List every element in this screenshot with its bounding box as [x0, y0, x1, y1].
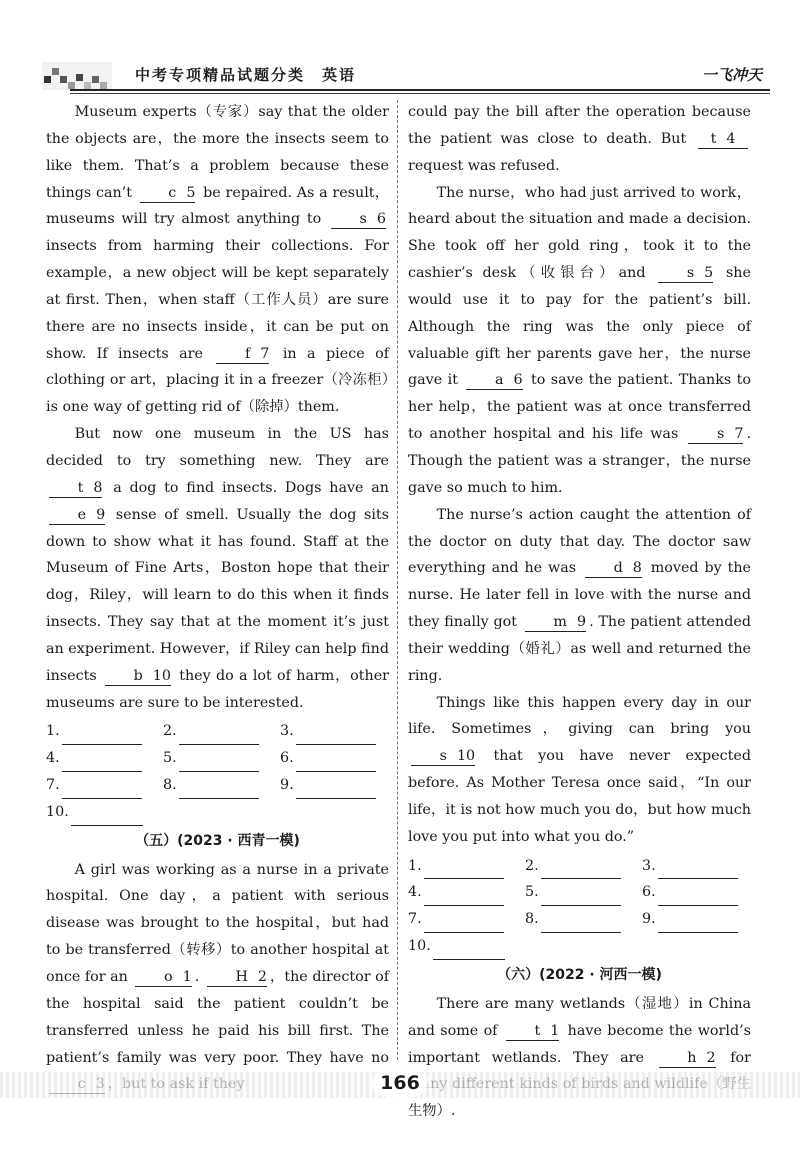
blank-s6: s 6: [331, 210, 386, 229]
answer-6[interactable]: 6.: [280, 745, 395, 772]
answer-1[interactable]: 1.: [46, 718, 161, 745]
blank-s10: s 10: [411, 747, 475, 766]
blank-a6: a 6: [466, 371, 522, 390]
answer-9[interactable]: 9.: [280, 772, 395, 799]
header-rule: [70, 89, 770, 91]
answer-4[interactable]: 4.: [46, 745, 161, 772]
blank-c5: c 5: [140, 184, 196, 203]
book-title: 中考专项精品试题分类 英语: [135, 66, 357, 84]
answer-7[interactable]: 7.: [46, 772, 161, 799]
blank-t4: t 4: [698, 130, 748, 149]
answer-3[interactable]: 3.: [642, 853, 757, 880]
page-number: 166: [368, 1066, 432, 1100]
passage6-paragraph-1: There are many wetlands（湿地）in China and some of t 1 have become the world’s important wetlands. They are h 2 for 生物）.: [408, 995, 751, 1120]
blank-m9: m 9: [525, 613, 586, 632]
blank-b10: b 10: [105, 667, 171, 686]
answer-6[interactable]: 6.: [642, 879, 757, 906]
blank-e9: e 9: [49, 506, 105, 525]
passage5-paragraph-4: Things like this happen every day in our life. Sometimes，giving can bring you s 10 that you have never expected before. As Mother Teresa once said，“In our life，it is not how much you do，but how much love you put into what you do.”: [408, 694, 751, 845]
answer-5[interactable]: 5.: [525, 879, 640, 906]
passage5-paragraph-1: A girl was working as a nurse in a private hospital. One day，a patient with serious disease was brought to the hospital，but had to be transferred（转移）to another hospital at once for an o 1 . H 2 ，the director of the hospital said the patient couldn’t be transferred unless he paid his bill first. The patient’s family was very poor. They have no: [46, 857, 389, 1099]
answer-lines: [46, 718, 389, 825]
blank-H2: H 2: [207, 968, 267, 987]
passage5-paragraph-2: The nurse，who had just arrived to work，heard about the situation and made a decision. She took off her gold ring，took it to the cashier’s desk（收银台）and s 5 she would use it to pay for the patient’s bill. Although the ring was the only piece of valuable gift her parents gave her，the nurse gave it a 6 to save the patient. Thanks to her help，the patient was at once transferred to another hospital and his life was s 7 . Though the patient was a stranger，the nurse gave so much to him.: [408, 184, 751, 496]
answer-2[interactable]: 2.: [525, 853, 640, 880]
left-column: [46, 99, 389, 1098]
section-5-heading: （五）(2023 · 西青一模): [135, 832, 300, 849]
blank-d8: d 8: [585, 559, 642, 578]
answer-8[interactable]: 8.: [525, 906, 640, 933]
blank-o1: o 1: [135, 968, 191, 987]
blank-t8: t 8: [49, 479, 102, 498]
section-6-heading: （六）(2022 · 河西一模): [497, 967, 662, 983]
brand-logo: 一飞冲天: [701, 66, 762, 84]
right-column: [408, 99, 751, 1125]
blank-h2: h 2: [659, 1049, 716, 1068]
answer-7[interactable]: 7.: [408, 906, 523, 933]
passage4-paragraph-2: But now one museum in the US has decided to try something new. They are t 8 a dog to find insects. Dogs have an e 9 sense of smell. Usually the dog sits down to show what it has found. Staff at the Museum of Fine Arts，Boston hope that their dog，Riley，will learn to do this when it finds insects. They say that at the moment it’s just an experiment. However，if Riley can help find insects b 10 they do a lot of harm，other museums are sure to be interested.: [46, 426, 389, 711]
answer-1[interactable]: 1.: [408, 853, 523, 880]
answer-9[interactable]: 9.: [642, 906, 757, 933]
answer-4[interactable]: 4.: [408, 879, 523, 906]
blank-f7: f 7: [216, 345, 269, 364]
checker-logo-icon: [42, 62, 112, 90]
column-divider: [397, 100, 398, 1060]
page-header: [30, 58, 770, 92]
answer-10[interactable]: 10.: [408, 933, 523, 960]
blank-t1: t 1: [506, 1022, 559, 1041]
answer-5[interactable]: 5.: [163, 745, 278, 772]
header-rule-thin: [70, 93, 770, 94]
answer-8[interactable]: 8.: [163, 772, 278, 799]
blank-s7: s 7: [688, 425, 743, 444]
answer-lines: [408, 853, 751, 960]
answer-2[interactable]: 2.: [163, 718, 278, 745]
passage5-paragraph-3: The nurse’s action caught the attention of the doctor on duty that day. The doctor saw everything and he was d 8 moved by the nurse. He later fell in love with the nurse and they finally got m 9 . The patient attended their wedding（婚礼）as well and returned the ring.: [408, 506, 751, 684]
answer-10[interactable]: 10.: [46, 799, 161, 826]
passage5-paragraph-1-cont: could pay the bill after the operation because the patient was close to death. But t 4 request was refused.: [408, 104, 751, 174]
answer-3[interactable]: 3.: [280, 718, 395, 745]
blank-s5: s 5: [658, 264, 713, 283]
passage4-paragraph-1: Museum experts（专家）say that the older the objects are，the more the insects seem to like them. That’s a problem because these things can’t c 5 be repaired. As a result，museums will try almost anything to s 6 insects from harming their collections. For example，a new object will be kept separately at first. Then，when staff（工作人员）are sure there are no insects inside，it can be put on show. If insects are f 7 in a piece of clothing or art，placing it in a freezer（冷冻柜）is one way of getting rid of（除掉）them.: [46, 104, 389, 416]
